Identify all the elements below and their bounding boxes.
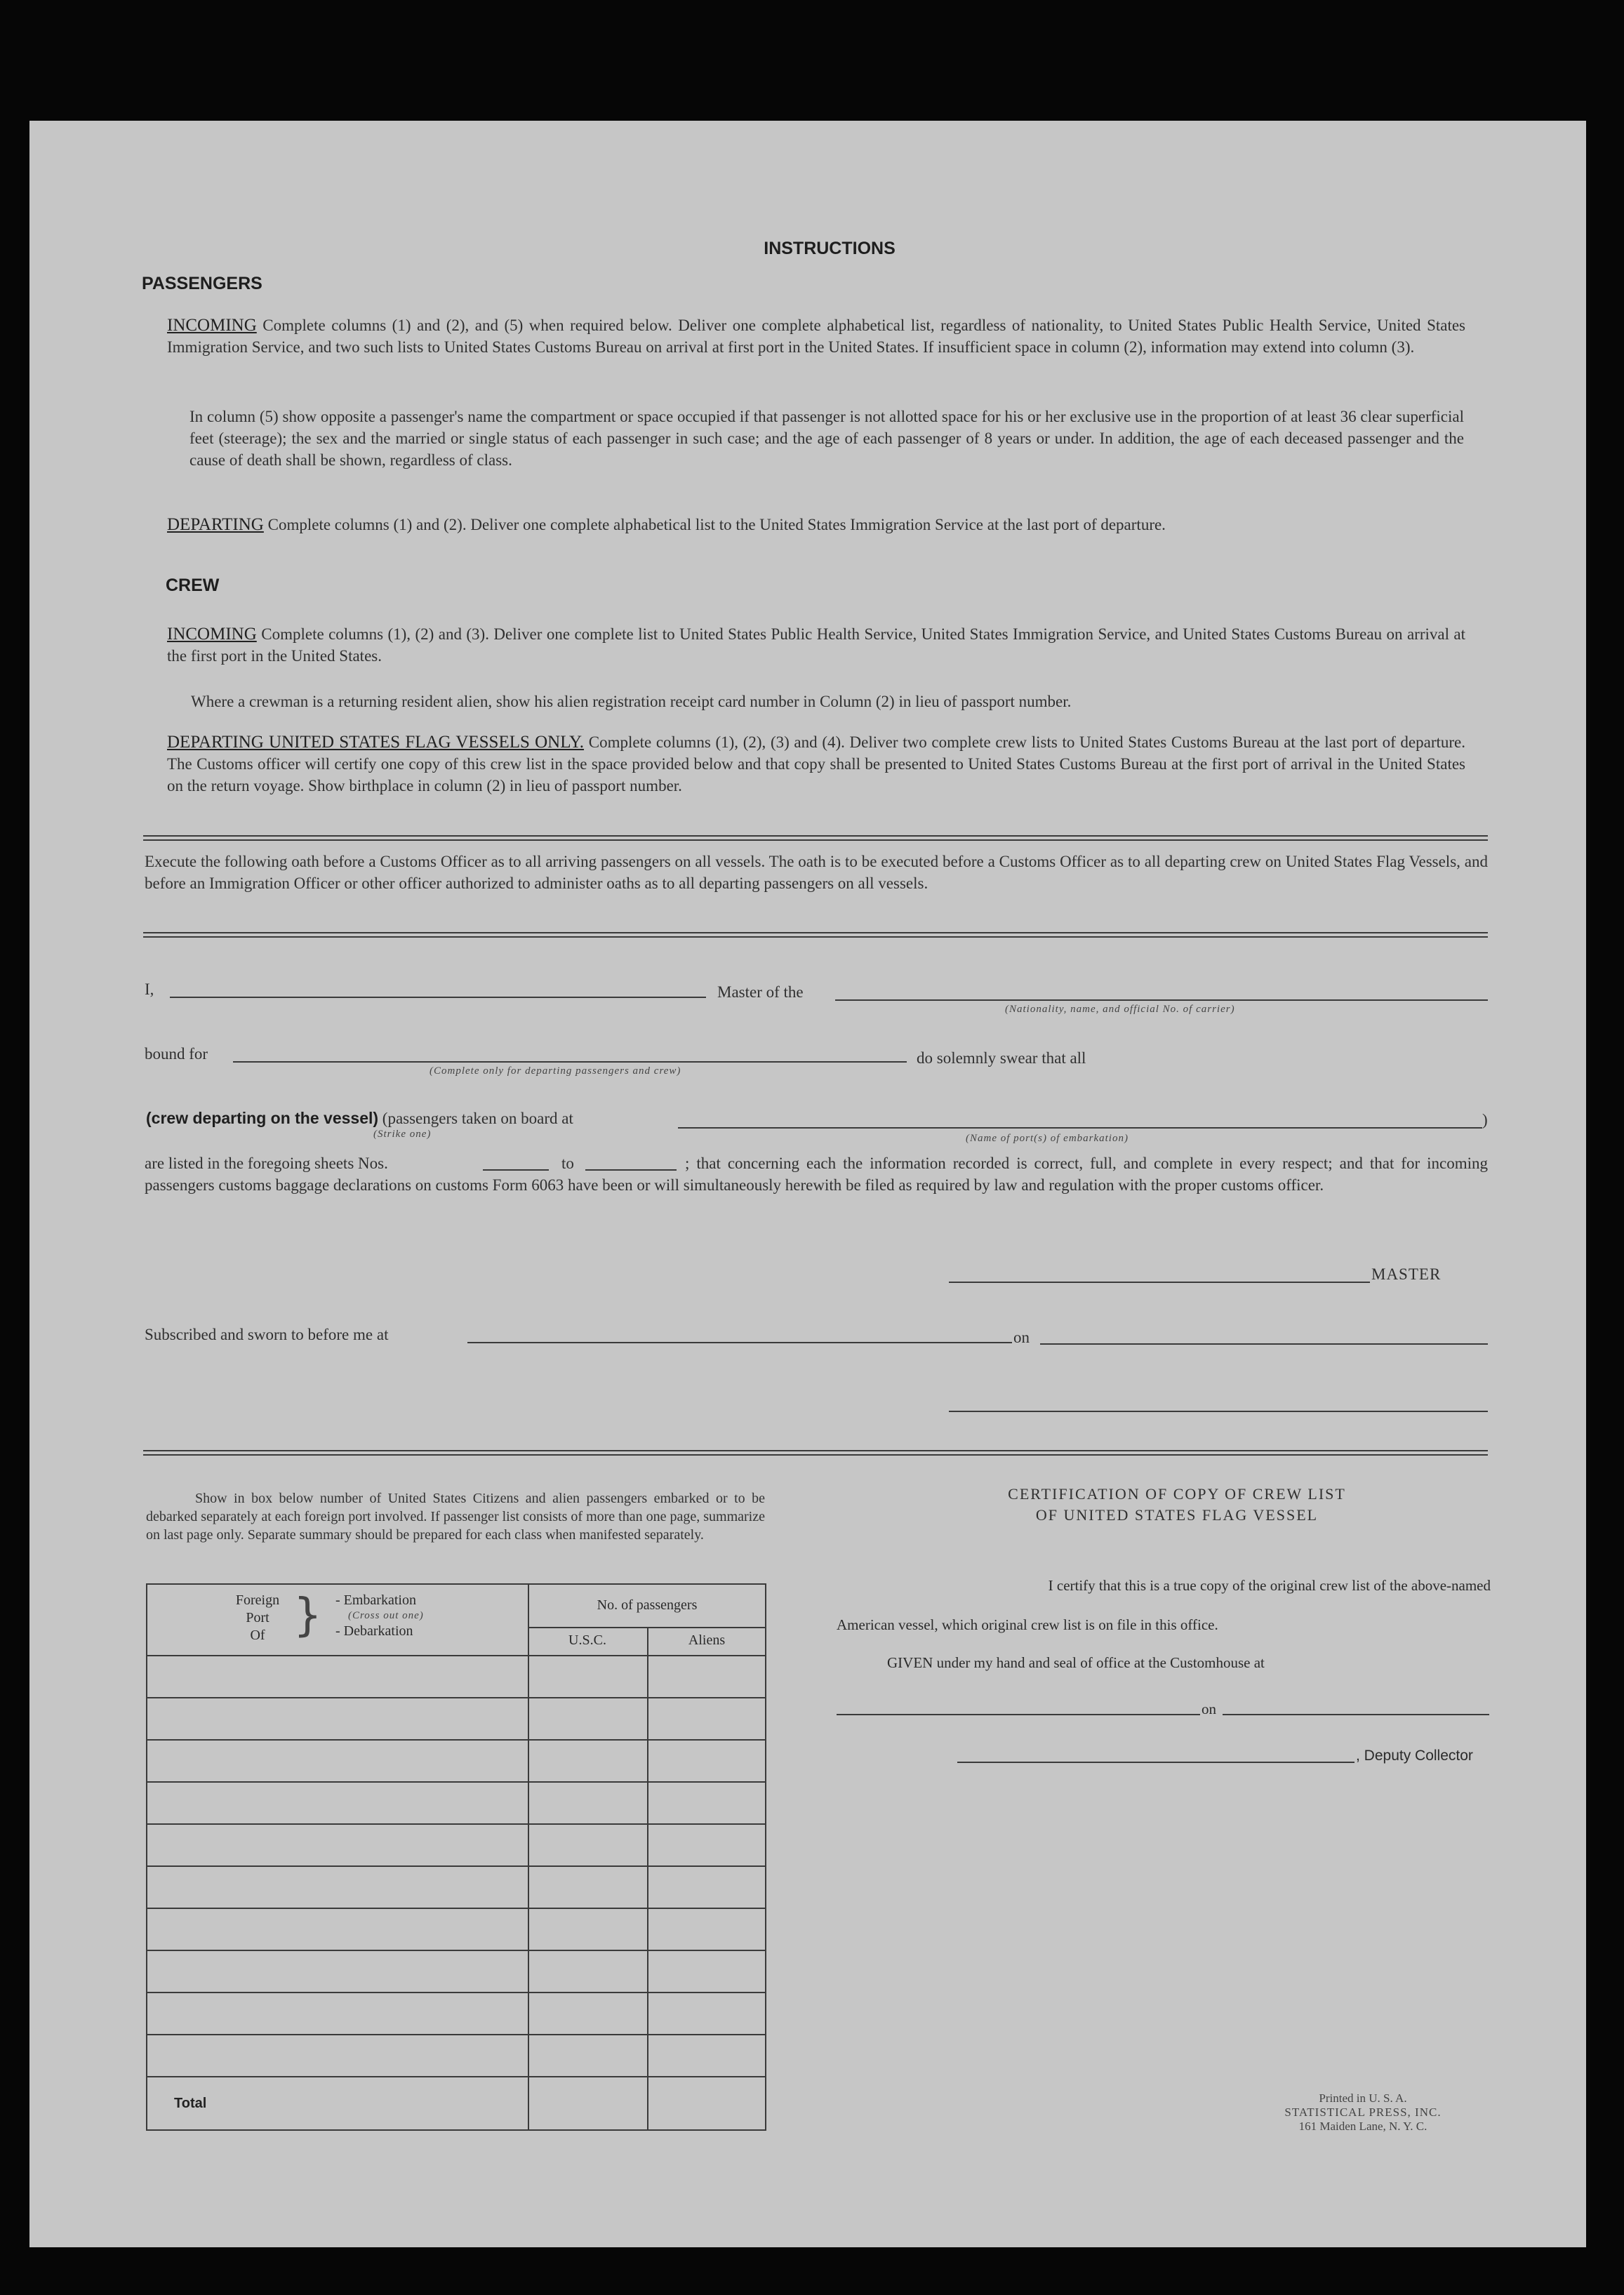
strike-one-caption: (Strike one): [373, 1129, 432, 1140]
crew-incoming-tag: INCOMING: [167, 625, 257, 644]
sworn-date-field[interactable]: [1040, 1343, 1488, 1345]
passengers-taken-option-label: (passengers taken on board at: [382, 1110, 573, 1127]
listed-to-label: to: [561, 1155, 574, 1172]
table-row[interactable]: [147, 1823, 765, 1825]
oath-i-label: I,: [145, 980, 154, 998]
table-row[interactable]: [147, 2076, 765, 2077]
master-label: MASTER: [1371, 1265, 1442, 1283]
master-name-field[interactable]: [170, 997, 706, 998]
sworn-on-label: on: [1013, 1329, 1030, 1346]
carrier-field[interactable]: [835, 999, 1488, 1001]
crew-crewman-paragraph: Where a crewman is a returning resident alien, show his alien registration receipt card number in Column (2) in lieu of passport number.: [191, 693, 1072, 710]
debarkation-option[interactable]: - Debarkation: [335, 1623, 413, 1639]
printer-imprint: [1223, 2091, 1503, 2134]
sworn-place-field[interactable]: [467, 1342, 1012, 1343]
aliens-header: Aliens: [688, 1632, 726, 1648]
table-row[interactable]: [147, 1908, 765, 1909]
officer-signature-field[interactable]: [949, 1411, 1488, 1412]
crew-incoming-paragraph: [167, 623, 1465, 667]
crew-departing-option-label: (crew departing on the vessel): [146, 1109, 379, 1127]
subscribed-label: Subscribed and sworn to before me at: [145, 1326, 389, 1343]
embarkation-option[interactable]: - Embarkation: [335, 1592, 416, 1608]
certification-title: [865, 1484, 1489, 1526]
passengers-incoming-tag: INCOMING: [167, 316, 257, 335]
column-divider: [647, 1627, 648, 2129]
oath-instructions: Execute the following oath before a Customs Officer as to all arriving passengers on all vessels. The oath is to be executed before a Customs Officer as to all departing crew on United States Flag Vessels, and before an Immigration Officer or other officer authorized to administer oaths as to all departing passengers on all vessels.: [145, 853, 1488, 892]
oath-body-text: ; that concerning each the information recorded is correct, full, and complete in every respect; and that for incoming passengers customs baggage declarations on customs Form 6063 have been or will simultaneously herewith be filed as required by law and regulation with the proper customs officer.: [145, 1155, 1488, 1194]
deputy-collector-label: , Deputy Collector: [1356, 1748, 1473, 1764]
deputy-signature-field[interactable]: [957, 1762, 1355, 1763]
passengers-incoming-text: Complete columns (1) and (2), and (5) when required below. Deliver one complete alphabetical list, regardless of nationality, to United States Public Health Service, United States Immigration Service, and two such lists to United States Customs Bureau on arrival at first port in the United States. If insufficient space in column (2), information may extend into column (3).: [167, 317, 1466, 356]
cert-date-field[interactable]: [1223, 1714, 1489, 1715]
of-label: Of: [250, 1628, 265, 1643]
table-row[interactable]: [147, 2034, 765, 2035]
table-row[interactable]: [147, 1697, 765, 1698]
bound-for-field[interactable]: [233, 1061, 907, 1063]
listed-label: are listed in the foregoing sheets Nos.: [145, 1155, 388, 1172]
passengers-departing-tag: DEPARTING: [167, 515, 264, 534]
foreign-port-of-header: [226, 1592, 289, 1644]
passengers-departing-text: Complete columns (1) and (2). Deliver one complete alphabetical list to the United States Immigration Service at the last port of departure.: [267, 516, 1166, 533]
table-row[interactable]: [147, 1950, 765, 1951]
table-row[interactable]: [147, 1781, 765, 1783]
summary-instructions: Show in box below number of United States Citizens and alien passengers embarked or to be debarked separately at each foreign port involved. If passenger list consists of more than one page, summarize on last page only. Separate summary should be prepared for each class when manifested separately.: [146, 1491, 765, 1543]
imprint-line2: STATISTICAL PRESS, INC.: [1284, 2106, 1442, 2119]
header-divider: [528, 1627, 765, 1628]
table-row[interactable]: [147, 1739, 765, 1741]
imprint-line3: 161 Maiden Lane, N. Y. C.: [1298, 2120, 1427, 2133]
table-row[interactable]: [147, 1655, 765, 1656]
certification-title-line2: OF UNITED STATES FLAG VESSEL: [1035, 1506, 1319, 1524]
passengers-departing-paragraph: [167, 514, 1465, 536]
crew-departing-text: Complete columns (1), (2), (3) and (4). Deliver two complete crew lists to United States Customs Bureau at the last port of departure. The Customs officer will certify one copy of this crew list in the space provided below and that copy shall be presented to United States Customs Bureau at the first port of arrival in the United States on the return voyage. Show birthplace in column (2) in lieu of passport number.: [167, 733, 1466, 794]
no-passengers-header: No. of passengers: [597, 1597, 698, 1613]
crew-heading: CREW: [166, 576, 220, 595]
brace-icon: }: [293, 1590, 322, 1642]
crew-departing-paragraph: [167, 731, 1465, 797]
crew-incoming-text: Complete columns (1), (2) and (3). Deliver one complete list to United States Public Health Service, United States Immigration Service, and United States Customs Bureau on arrival at the first port in the United States.: [167, 625, 1466, 665]
customhouse-field[interactable]: [837, 1714, 1200, 1715]
passengers-column5-paragraph: In column (5) show opposite a passenger's name the compartment or space occupied if that passenger is not allotted space for his or her exclusive use in the proportion of at least 36 clear superficial feet (steerage); the sex and the married or single status of each passenger in such case; and the age of each passenger of 8 years or under. In addition, the age of each deceased passenger and the cause of death shall be shown, regardless of class.: [189, 408, 1464, 469]
port-label: Port: [246, 1610, 269, 1625]
cert-on-label: on: [1202, 1701, 1216, 1717]
form-page: [29, 121, 1586, 2247]
crew-departing-option[interactable]: [146, 1107, 573, 1129]
cross-out-caption: (Cross out one): [348, 1610, 424, 1621]
certify-line2: American vessel, which original crew list is on file in this office.: [837, 1616, 1218, 1633]
foreign-label: Foreign: [235, 1592, 280, 1608]
divider: [143, 835, 1488, 841]
table-row[interactable]: [147, 1865, 765, 1867]
port-caption: (Name of port(s) of embarkation): [966, 1133, 1129, 1144]
column-divider: [528, 1585, 529, 2129]
port-of-embarkation-field[interactable]: [678, 1127, 1482, 1129]
divider: [143, 1450, 1488, 1456]
passengers-incoming-paragraph: [167, 314, 1465, 358]
usc-header: U.S.C.: [568, 1632, 606, 1648]
carrier-caption: (Nationality, name, and official No. of carrier): [1005, 1004, 1235, 1015]
passenger-summary-table: [146, 1583, 766, 2131]
master-signature-field[interactable]: [949, 1282, 1370, 1283]
total-label: Total: [174, 2096, 207, 2111]
divider: [143, 932, 1488, 938]
certify-line1: I certify that this is a true copy of the original crew list of the above-named: [1048, 1577, 1491, 1594]
table-row[interactable]: [147, 1992, 765, 1993]
imprint-line1: Printed in U. S. A.: [1319, 2091, 1407, 2105]
master-of-the-label: Master of the: [717, 983, 804, 1001]
crew-departing-tag: DEPARTING UNITED STATES FLAG VESSELS ONLY.: [167, 733, 585, 752]
bound-for-caption: (Complete only for departing passengers and crew): [430, 1065, 681, 1077]
given-line: GIVEN under my hand and seal of office at the Customhouse at: [887, 1654, 1265, 1671]
passengers-heading: PASSENGERS: [142, 274, 262, 293]
page-title: INSTRUCTIONS: [764, 239, 896, 258]
close-paren: ): [1482, 1111, 1488, 1129]
swear-label: do solemnly swear that all: [917, 1049, 1086, 1067]
certification-title-line1: CERTIFICATION OF COPY OF CREW LIST: [1008, 1485, 1346, 1503]
bound-for-label: bound for: [145, 1045, 208, 1063]
